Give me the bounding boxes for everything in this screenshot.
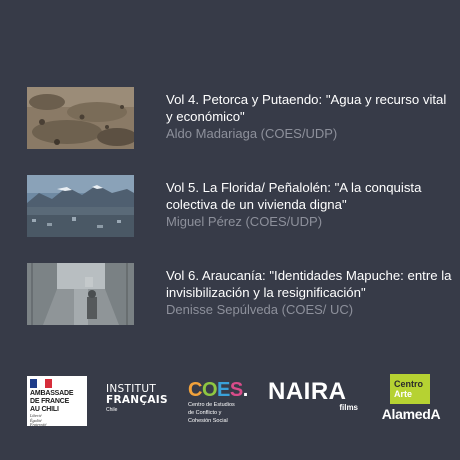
episode-item[interactable]	[27, 175, 447, 241]
dry-hillside-photo	[27, 87, 134, 149]
institut-country: Chile	[106, 407, 118, 413]
naira-films-logo[interactable]	[268, 380, 364, 412]
institut-line: FRANÇAIS	[106, 394, 168, 406]
alameda-wordmark: AlamedA	[381, 406, 441, 422]
episode-thumbnail[interactable]	[27, 175, 134, 237]
episode-title[interactable]: Vol 4. Petorca y Putaendo: "Agua y recurso vital y económico"	[166, 92, 447, 124]
naira-subtitle: films	[339, 403, 358, 412]
alameda-line: Arte	[394, 389, 413, 399]
episode-author: Denisse Sepúlveda (COES/ UC)	[166, 302, 354, 317]
ambassade-motto: Fraternité	[30, 422, 47, 427]
episode-item[interactable]	[27, 263, 452, 329]
coes-subtitle: Cohesión Social	[188, 418, 228, 425]
episode-author: Miguel Pérez (COES/UDP)	[166, 214, 323, 229]
episode-title[interactable]: Vol 5. La Florida/ Peñalolén: "A la conquista colectiva de un vivienda digna"	[166, 180, 422, 212]
coes-logo[interactable]	[188, 380, 268, 425]
episode-thumbnail[interactable]	[27, 87, 134, 149]
institut-francais-logo[interactable]	[106, 384, 168, 413]
ambassade-motto: Liberté	[30, 413, 42, 418]
episode-author: Aldo Madariaga (COES/UDP)	[166, 126, 338, 141]
coes-wordmark: COES.	[188, 379, 248, 401]
coes-subtitle: de Conflicto y	[188, 410, 222, 417]
ambassade-line: AMBASSADE	[30, 390, 74, 397]
sponsor-logos	[0, 370, 460, 430]
ambassade-line: AU CHILI	[30, 406, 59, 413]
ambassade-france-logo[interactable]	[27, 376, 87, 426]
naira-wordmark: NAIRA	[268, 378, 347, 405]
episode-item[interactable]	[27, 87, 447, 153]
institut-line: INSTITUT	[106, 383, 157, 395]
centro-arte-alameda-logo[interactable]	[376, 374, 446, 428]
rainy-street-photo	[27, 263, 134, 325]
city-mountains-photo	[27, 175, 134, 237]
alameda-line: Centro	[394, 379, 423, 389]
coes-subtitle: Centro de Estudios	[188, 402, 235, 408]
episode-title[interactable]: Vol 6. Araucanía: "Identidades Mapuche: entre la invisibilización y la resignificación"	[166, 268, 452, 300]
episode-thumbnail[interactable]	[27, 263, 134, 325]
french-flag-icon	[30, 379, 52, 388]
ambassade-motto: Égalité	[30, 417, 42, 423]
ambassade-line: DE FRANCE	[30, 398, 70, 405]
